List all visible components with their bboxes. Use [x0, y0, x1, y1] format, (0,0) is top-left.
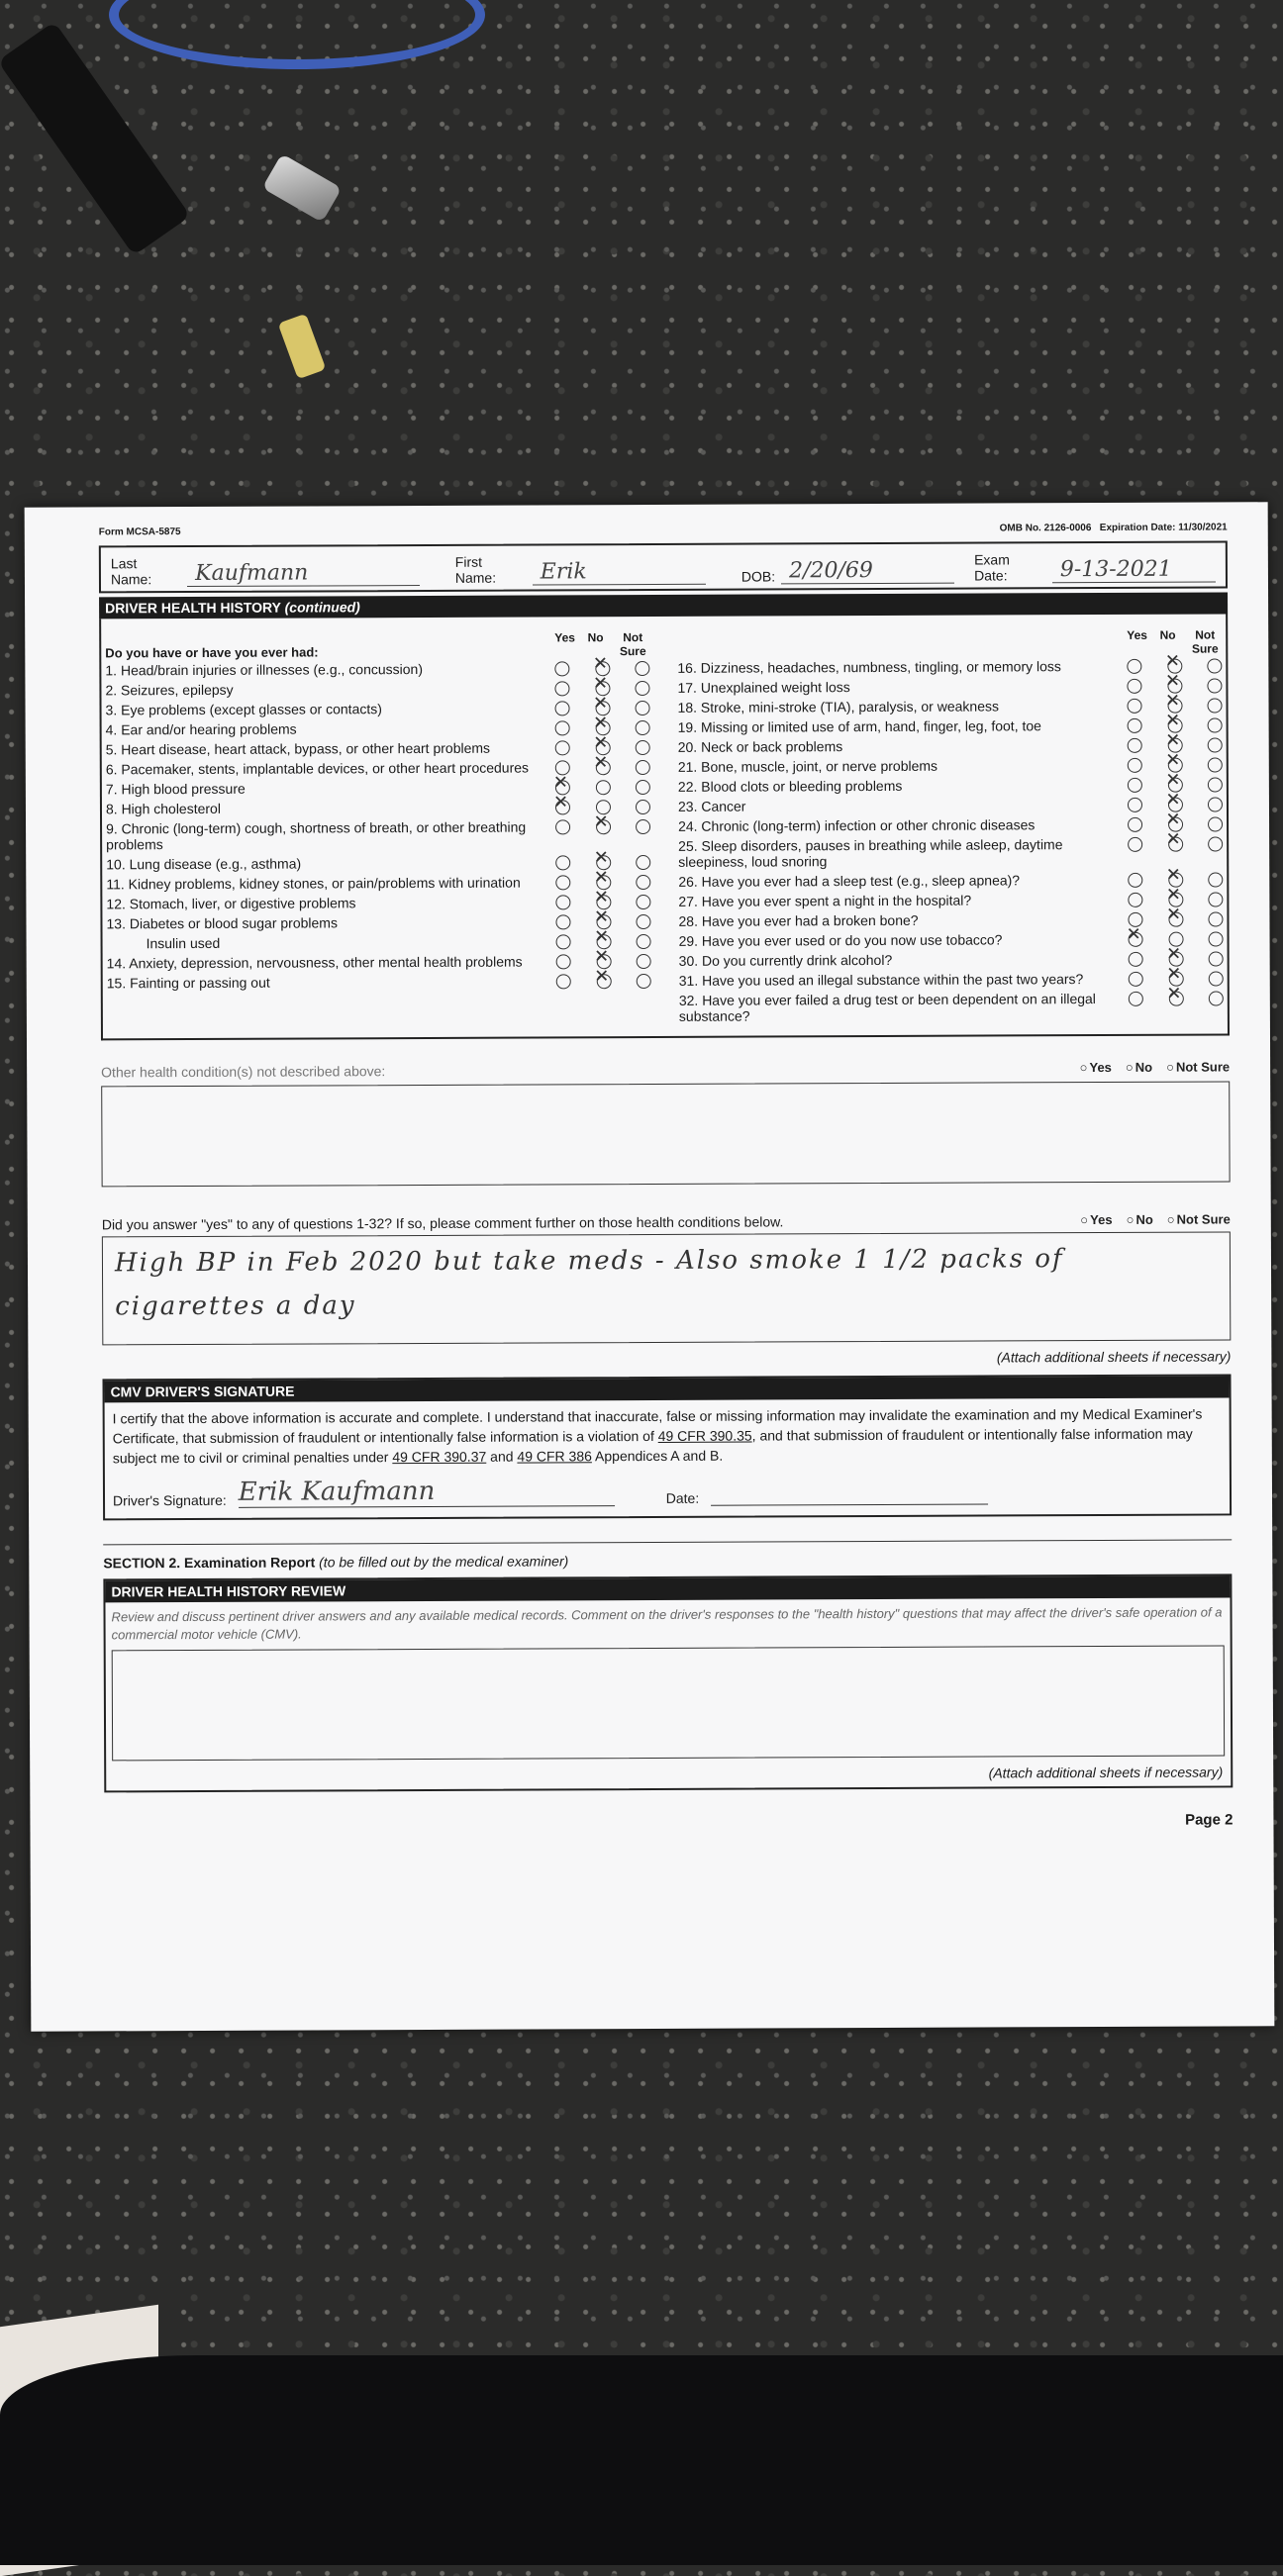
radio-not-sure[interactable] — [636, 720, 650, 735]
first-name-field[interactable]: Erik — [533, 559, 706, 586]
certification-text — [105, 1397, 1230, 1474]
question-text: 8. High cholesterol — [105, 800, 221, 817]
comment-question-row — [102, 1211, 1231, 1232]
radio-not-sure[interactable] — [1208, 757, 1223, 772]
question-row — [107, 931, 651, 953]
question-row — [678, 869, 1223, 891]
question-text: 2. Seizures, epilepsy — [105, 681, 234, 699]
question-row — [678, 715, 1223, 736]
radio-yes[interactable] — [1128, 837, 1142, 852]
radio-yes[interactable] — [556, 934, 571, 949]
radio-not-sure[interactable] — [1209, 931, 1224, 946]
radio-not-sure[interactable] — [636, 895, 650, 909]
question-row — [678, 908, 1223, 930]
radio-yes[interactable] — [556, 974, 571, 989]
radio-yes[interactable] — [1128, 798, 1142, 812]
question-row — [679, 968, 1224, 990]
answer-radios — [555, 779, 650, 795]
not-sure-header: Not Sure — [1191, 627, 1219, 656]
answer-radios — [1128, 835, 1223, 851]
question-text: 7. High blood pressure — [105, 780, 246, 798]
question-text: 27. Have you ever spent a night in the hospital? — [678, 892, 972, 909]
radio-yes[interactable] — [556, 954, 571, 969]
signature-row — [105, 1469, 1230, 1518]
radio-not-sure[interactable] — [636, 740, 650, 755]
date-label: Date: — [665, 1489, 700, 1506]
question-row — [678, 813, 1223, 835]
question-row — [107, 951, 651, 973]
radio-yes[interactable] — [555, 855, 570, 870]
question-text: 19. Missing or limited use of arm, hand, finger, leg, foot, toe — [677, 717, 1041, 735]
other-conditions-box[interactable] — [101, 1081, 1230, 1187]
question-text: 30. Do you currently drink alcohol? — [678, 951, 893, 969]
option-no[interactable]: ○ No — [1126, 1060, 1152, 1076]
radio-not-sure[interactable] — [1208, 892, 1223, 906]
radio-not-sure[interactable] — [637, 974, 651, 989]
radio-not-sure[interactable] — [635, 661, 649, 676]
option-no[interactable]: ○ No — [1127, 1212, 1153, 1228]
no-header: No — [587, 630, 604, 645]
cert-text-3: and — [490, 1448, 514, 1465]
question-row — [106, 892, 650, 913]
question-row — [106, 872, 650, 894]
option-yes[interactable]: ○ Yes — [1080, 1060, 1112, 1076]
form-header — [99, 522, 1228, 537]
question-row — [679, 988, 1224, 1025]
yellow-object — [278, 314, 327, 380]
last-name-field[interactable]: Kaufmann — [187, 560, 420, 587]
question-row — [678, 794, 1223, 815]
radio-not-sure[interactable] — [637, 954, 651, 969]
radio-yes[interactable] — [1128, 873, 1142, 888]
comment-question: Did you answer "yes" to any of questions 1-32? If so, please comment further on those health conditions below. — [101, 1213, 784, 1233]
date-field[interactable] — [711, 1484, 988, 1506]
question-row — [678, 889, 1223, 910]
question-text: 11. Kidney problems, kidney stones, or pain/problems with urination — [106, 874, 521, 893]
dob-field[interactable]: 2/20/69 — [781, 558, 954, 585]
radio-not-sure[interactable] — [1209, 971, 1224, 986]
yes-header: Yes — [1127, 627, 1147, 642]
exam-date-field[interactable]: 9-13-2021 — [1052, 556, 1216, 583]
radio-yes[interactable] — [1128, 718, 1142, 733]
other-conditions-label: Other health condition(s) not described above: — [101, 1063, 386, 1081]
answer-radios — [555, 759, 650, 775]
radio-yes[interactable] — [1128, 893, 1142, 907]
driver-signature-label: Driver's Signature: — [112, 1491, 227, 1509]
radio-not-sure[interactable] — [1208, 777, 1223, 792]
question-text: 1. Head/brain injuries or illnesses (e.g., concussion) — [105, 660, 424, 679]
radio-not-sure[interactable] — [636, 875, 650, 890]
question-row — [679, 928, 1224, 950]
radio-no[interactable] — [1168, 837, 1183, 852]
question-row — [106, 852, 650, 874]
radio-not-sure[interactable] — [635, 681, 649, 696]
health-history-title: DRIVER HEALTH HISTORY — [105, 599, 281, 617]
section-2-header — [103, 1539, 1232, 1571]
handwritten-comment: High BP in Feb 2020 but take meds - Also smoke 1 1/2 packs of cigarettes a day — [114, 1244, 1064, 1322]
review-title: DRIVER HEALTH HISTORY REVIEW — [105, 1575, 1230, 1602]
radio-not-sure[interactable] — [636, 914, 650, 929]
review-attach-note: (Attach additional sheets if necessary) — [988, 1764, 1224, 1781]
radio-yes[interactable] — [555, 895, 570, 909]
question-text: 25. Sleep disorders, pauses in breathing while asleep, daytime sleepiness, loud snoring — [678, 836, 1063, 870]
page-number: Page 2 — [1185, 1811, 1234, 1829]
question-row — [677, 655, 1222, 677]
question-row — [105, 678, 649, 700]
answer-radios — [555, 818, 650, 834]
attach-note: (Attach additional sheets if necessary) — [996, 1348, 1232, 1366]
radio-no[interactable] — [596, 819, 611, 834]
question-text: 24. Chronic (long-term) infection or other chronic diseases — [678, 816, 1036, 834]
question-row — [107, 971, 651, 993]
question-row — [678, 754, 1223, 776]
left-question-column — [105, 622, 665, 1028]
option-not-sure[interactable]: ○ Not Sure — [1167, 1211, 1231, 1227]
radio-yes[interactable] — [1129, 992, 1143, 1006]
question-text: 6. Pacemaker, stents, implantable devices, or other heart procedures — [105, 759, 530, 778]
dark-fabric — [0, 2355, 1283, 2565]
last-name-label: Last Name: — [110, 555, 152, 588]
question-text: 31. Have you used an illegal substance within the past two years? — [678, 971, 1084, 989]
question-row — [106, 816, 650, 854]
radio-yes[interactable] — [1129, 952, 1143, 967]
radio-not-sure[interactable] — [637, 934, 651, 949]
answer-radios — [1128, 910, 1223, 926]
question-text: 18. Stroke, mini-stroke (TIA), paralysis, or weakness — [677, 698, 1000, 716]
radio-yes[interactable] — [1128, 738, 1142, 753]
option-yes[interactable]: ○ Yes — [1080, 1212, 1112, 1228]
question-text: 14. Anxiety, depression, nervousness, other mental health problems — [106, 953, 523, 972]
question-row — [106, 797, 650, 818]
radio-yes[interactable] — [1129, 932, 1143, 947]
radio-no[interactable] — [1168, 992, 1183, 1006]
radio-no[interactable] — [596, 974, 611, 989]
radio-yes[interactable] — [555, 701, 570, 716]
form-page — [25, 502, 1275, 2031]
radio-not-sure[interactable] — [636, 701, 650, 716]
comment-box[interactable] — [102, 1231, 1231, 1345]
question-row — [678, 833, 1223, 871]
option-not-sure[interactable]: ○ Not Sure — [1166, 1059, 1230, 1075]
question-row — [677, 695, 1222, 716]
radio-yes[interactable] — [1129, 972, 1143, 987]
question-text: 10. Lung disease (e.g., asthma) — [106, 855, 302, 873]
first-name-label: First Name: — [454, 553, 497, 586]
question-text: 20. Neck or back problems — [677, 738, 843, 755]
question-text: Insulin used — [146, 934, 221, 952]
other-conditions-options[interactable] — [1080, 1059, 1231, 1076]
metal-clip — [262, 153, 343, 223]
form-id: Form MCSA-5875 — [98, 526, 181, 538]
radio-not-sure[interactable] — [1207, 678, 1222, 693]
radio-yes[interactable] — [555, 875, 570, 890]
question-row — [677, 675, 1222, 697]
radio-not-sure[interactable] — [1208, 872, 1223, 887]
radio-not-sure[interactable] — [636, 800, 650, 814]
radio-yes[interactable] — [555, 720, 570, 735]
question-row — [106, 737, 650, 759]
radio-not-sure[interactable] — [1208, 737, 1223, 752]
signature-section — [102, 1374, 1232, 1520]
answer-radios — [556, 973, 651, 989]
blue-cable — [109, 0, 485, 69]
question-text: 28. Have you ever had a broken bone? — [678, 911, 919, 929]
radio-no[interactable] — [595, 760, 610, 775]
review-instructions: Review and discuss pertinent driver answers and any available medical records. Comment on the driver's responses to the "health history" questions that may affect the driver's safe operation of a commercial motor vehicle (CMV). — [111, 1604, 1223, 1643]
question-text: 29. Have you ever used or do you now use tobacco? — [678, 931, 1003, 949]
question-text: 12. Stomach, liver, or digestive problems — [106, 895, 356, 912]
radio-yes[interactable] — [1128, 758, 1142, 773]
yes-header: Yes — [554, 630, 575, 645]
question-text: 5. Heart disease, heart attack, bypass, or other heart problems — [105, 739, 491, 758]
no-header: No — [1159, 627, 1176, 642]
radio-yes[interactable] — [555, 740, 570, 755]
radio-not-sure[interactable] — [636, 760, 650, 775]
driver-signature-field[interactable]: Erik Kaufmann — [239, 1476, 615, 1508]
answer-radios — [1129, 990, 1224, 1005]
health-history-suffix: (continued) — [284, 599, 360, 616]
question-text: 9. Chronic (long-term) cough, shortness of breath, or other breathing problems — [106, 818, 527, 853]
question-text: 22. Blood clots or bleeding problems — [677, 777, 903, 795]
section-2-subtitle: (to be filled out by the medical examiner) — [319, 1553, 569, 1571]
question-row — [106, 717, 650, 739]
review-comment-box[interactable] — [112, 1645, 1225, 1761]
radio-not-sure[interactable] — [1207, 658, 1222, 673]
question-header: Do you have or have you ever had: — [105, 644, 319, 661]
not-sure-header: Not Sure — [619, 630, 646, 659]
radio-not-sure[interactable] — [1209, 951, 1224, 966]
question-text: 4. Ear and/or hearing problems — [105, 720, 297, 738]
radio-not-sure[interactable] — [1207, 698, 1222, 713]
radio-not-sure[interactable] — [636, 780, 650, 795]
radio-not-sure[interactable] — [1208, 836, 1223, 851]
question-text: 15. Fainting or passing out — [106, 974, 270, 992]
radio-not-sure[interactable] — [1208, 797, 1223, 811]
radio-yes[interactable] — [555, 800, 570, 814]
radio-yes[interactable] — [1127, 659, 1141, 674]
radio-no[interactable] — [595, 780, 610, 795]
question-row — [106, 757, 650, 779]
question-text: 16. Dizziness, headaches, numbness, tingling, or memory loss — [677, 658, 1061, 676]
radio-yes[interactable] — [555, 914, 570, 929]
cfr-link-39035[interactable]: 49 CFR 390.35 — [657, 1427, 752, 1444]
cert-text-2: , and that submission of fraudulent or intentionally false information may subject me to civil or criminal penalties under — [112, 1425, 1193, 1467]
question-text: 26. Have you ever had a sleep test (e.g., sleep apnea)? — [678, 872, 1021, 890]
radio-not-sure[interactable] — [1208, 717, 1223, 732]
exam-date-label: Exam Date: — [974, 551, 1010, 584]
radio-yes[interactable] — [1127, 699, 1141, 714]
radio-no[interactable] — [1168, 912, 1183, 927]
radio-yes[interactable] — [555, 819, 570, 834]
question-row — [105, 658, 649, 680]
health-history-grid — [99, 614, 1230, 1040]
radio-yes[interactable] — [554, 661, 569, 676]
radio-not-sure[interactable] — [1209, 991, 1224, 1005]
review-section — [103, 1574, 1233, 1792]
question-row — [678, 774, 1223, 796]
dob-label: DOB: — [740, 568, 776, 585]
question-text: 3. Eye problems (except glasses or contacts) — [105, 701, 382, 718]
question-text: 17. Unexplained weight loss — [677, 679, 850, 696]
question-text: 13. Diabetes or blood sugar problems — [106, 914, 338, 932]
radio-yes[interactable] — [1128, 778, 1142, 793]
radio-not-sure[interactable] — [636, 819, 650, 834]
question-text: 32. Have you ever failed a drug test or been dependent on an illegal substance? — [678, 991, 1096, 1024]
cert-text-1: I certify that the above information is accurate and complete. I understand that inaccurate, false or missing information may invalidate the examination and my Medical Examiner's Certificate, that submission of fraudulent or intentionally false information is a violation of — [112, 1405, 1203, 1447]
question-row — [679, 948, 1224, 970]
radio-not-sure[interactable] — [1208, 911, 1223, 926]
omb-number: OMB No. 2126-0006 — [999, 523, 1092, 534]
question-row — [106, 911, 650, 933]
radio-yes[interactable] — [1127, 679, 1141, 694]
radio-not-sure[interactable] — [1208, 816, 1223, 831]
expiration-date: Expiration Date: 11/30/2021 — [1099, 522, 1228, 534]
cfr-link-386[interactable]: 49 CFR 386 — [517, 1448, 592, 1465]
other-conditions-row — [101, 1059, 1230, 1080]
question-row — [678, 734, 1223, 756]
driver-info-row — [99, 540, 1228, 593]
black-strap — [0, 22, 190, 256]
radio-yes[interactable] — [1128, 817, 1142, 832]
question-row — [105, 698, 649, 719]
signature-title: CMV DRIVER'S SIGNATURE — [104, 1376, 1229, 1402]
question-row — [106, 777, 650, 799]
radio-yes[interactable] — [554, 681, 569, 696]
cfr-link-39037[interactable]: 49 CFR 390.37 — [392, 1448, 487, 1466]
radio-not-sure[interactable] — [636, 855, 650, 870]
question-text: 23. Cancer — [677, 798, 746, 814]
section-2-title: SECTION 2. Examination Report — [103, 1554, 316, 1572]
question-text: 21. Bone, muscle, joint, or nerve problems — [677, 757, 938, 775]
right-question-column — [663, 620, 1224, 1025]
cert-text-4: Appendices A and B. — [594, 1447, 724, 1465]
comment-options[interactable] — [1080, 1211, 1231, 1228]
